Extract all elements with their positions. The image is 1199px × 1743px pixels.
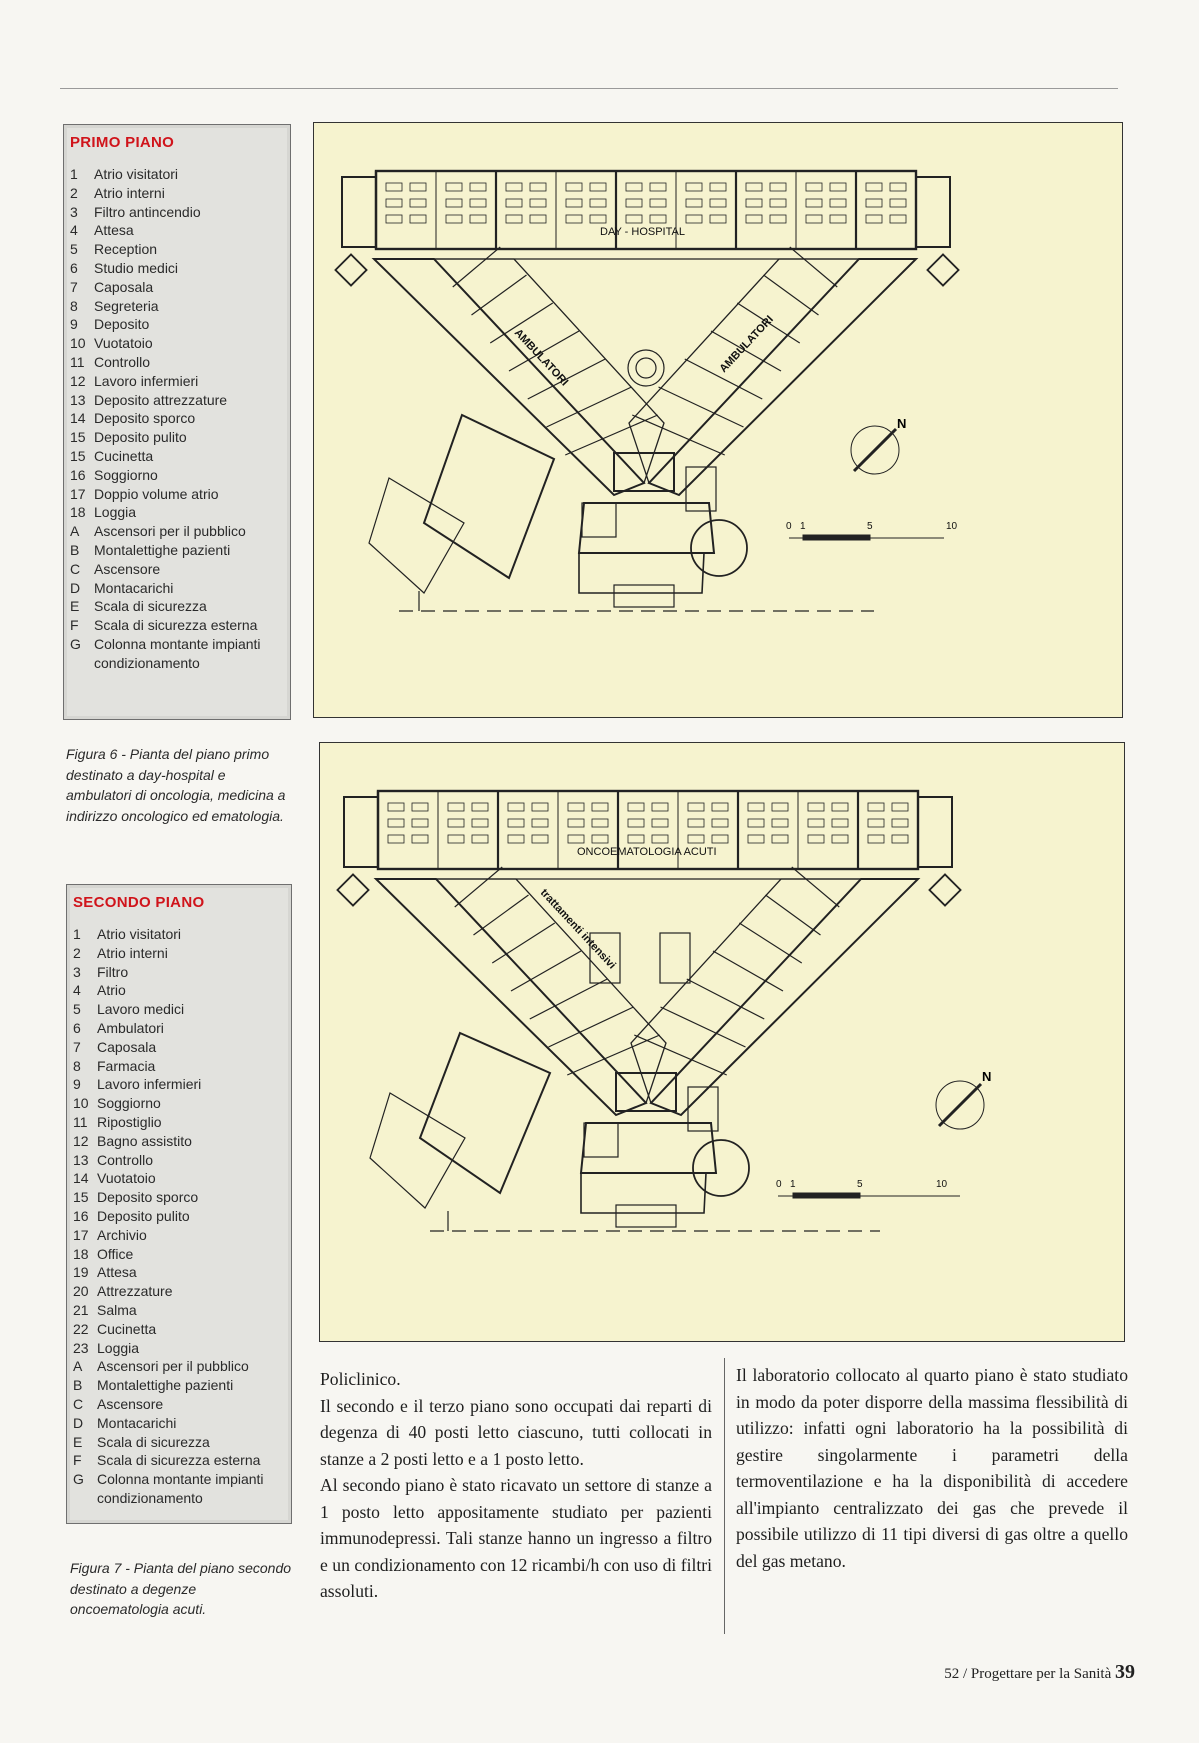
legend-item xyxy=(64,334,290,353)
legend-item xyxy=(67,1019,291,1038)
scale-label: 10 xyxy=(936,1179,948,1190)
legend-item-label: Controllo xyxy=(94,353,151,370)
legend-item-key: 21 xyxy=(73,1301,89,1318)
legend-item-label: Deposito xyxy=(94,316,150,333)
legend-item-key: 23 xyxy=(73,1339,89,1356)
legend-item xyxy=(64,165,290,184)
legend-item xyxy=(67,1000,291,1019)
legend-item-label: Scala di sicurezza esterna xyxy=(97,1452,261,1469)
legend-item xyxy=(67,1245,291,1264)
legend-item-key: B xyxy=(73,1377,83,1394)
legend-item-key: 11 xyxy=(70,353,85,370)
legend-item-label: Attesa xyxy=(94,222,134,239)
legend-item xyxy=(64,541,290,560)
scale-label: 1 xyxy=(790,1179,796,1190)
legend-item-label: Deposito pulito xyxy=(97,1207,190,1224)
legend-item xyxy=(67,963,291,982)
legend-item-key: C xyxy=(70,560,81,577)
plan2-wing-left-label: trattamenti intensivi xyxy=(537,886,618,972)
legend-item-label: Soggiorno xyxy=(97,1095,161,1112)
legend-item-label: Loggia xyxy=(94,504,137,521)
legend-item-key: 20 xyxy=(73,1283,89,1300)
scale-label: 5 xyxy=(857,1179,863,1190)
column-divider xyxy=(724,1358,725,1634)
legend-item-key: F xyxy=(70,617,79,634)
legend-item-key: 11 xyxy=(73,1113,88,1130)
legend-item xyxy=(64,353,290,372)
legend-item-key: 15 xyxy=(70,447,86,464)
legend-item-label: Controllo xyxy=(97,1151,154,1168)
legend-item xyxy=(67,1301,291,1320)
scale-label: 1 xyxy=(800,521,806,532)
folio-issue: 52 / Progettare per la Sanità xyxy=(944,1666,1112,1682)
legend-item xyxy=(64,391,290,410)
legend-item-label: Deposito sporco xyxy=(97,1189,199,1206)
scale-label: 0 xyxy=(786,521,792,532)
legend-item-key: D xyxy=(73,1414,84,1431)
legend-item xyxy=(64,485,290,504)
legend-item-key: 8 xyxy=(73,1057,81,1074)
legend-item xyxy=(64,503,290,522)
legend-item xyxy=(64,409,290,428)
legend-item xyxy=(67,1169,291,1188)
legend-item xyxy=(64,597,290,616)
plan1-wing-left-label: AMBULATORI xyxy=(511,326,571,389)
legend-item xyxy=(67,1057,291,1076)
legend-item-label: Montalettighe pazienti xyxy=(97,1377,234,1394)
legend-item-label: Filtro antincendio xyxy=(94,203,201,220)
floor-plan-primo-drawing xyxy=(314,123,1122,717)
legend-item xyxy=(64,428,290,447)
legend-item-key: 7 xyxy=(70,278,78,295)
plan1-dept-label: DAY - HOSPITAL xyxy=(600,226,685,238)
legend-secondo-piano xyxy=(66,884,292,1524)
legend-item-label: Vuotatoio xyxy=(97,1170,156,1187)
legend-item-key: 14 xyxy=(70,410,86,427)
legend-item-key: F xyxy=(73,1452,82,1469)
legend-item-key: 2 xyxy=(70,184,78,201)
legend-item-key: 13 xyxy=(70,391,86,408)
legend-item-label: Loggia xyxy=(97,1339,140,1356)
legend-item-label: Deposito attrezzature xyxy=(94,391,228,408)
legend-item xyxy=(64,221,290,240)
legend-item xyxy=(67,1263,291,1282)
legend-item xyxy=(67,1376,291,1395)
legend-item-key: 16 xyxy=(70,466,86,483)
plan2-dept-label: ONCOEMATOLOGIA ACUTI xyxy=(577,846,717,858)
legend-item-label: Scala di sicurezza xyxy=(97,1433,210,1450)
legend-item-label: Bagno assistito xyxy=(97,1132,192,1149)
legend-list xyxy=(67,925,291,1508)
legend-item-key: 6 xyxy=(73,1019,81,1036)
legend-item-key: B xyxy=(70,541,80,558)
legend-item-key: 15 xyxy=(73,1189,89,1206)
legend-item xyxy=(67,1395,291,1414)
legend-item-key: 4 xyxy=(70,222,78,239)
legend-item-key: G xyxy=(70,635,81,652)
legend-item xyxy=(67,1339,291,1358)
legend-item-label: Cucinetta xyxy=(94,447,154,464)
legend-item-label: Lavoro medici xyxy=(97,1001,185,1018)
legend-title: SECONDO PIANO xyxy=(73,894,205,911)
legend-list xyxy=(64,165,290,673)
legend-item-label: Attesa xyxy=(97,1264,137,1281)
legend-item-key: 8 xyxy=(70,297,78,314)
legend-item-key: 6 xyxy=(70,259,78,276)
legend-item-key: 13 xyxy=(73,1151,89,1168)
legend-primo-piano xyxy=(63,124,291,720)
paragraph: Policlinico. xyxy=(320,1369,401,1389)
legend-item xyxy=(64,372,290,391)
legend-item-label: Ascensori per il pubblico xyxy=(97,1358,249,1375)
legend-item xyxy=(64,635,290,673)
legend-item-label: Vuotatoio xyxy=(94,335,153,352)
scale-label: 0 xyxy=(776,1179,782,1190)
floor-plan-secondo-drawing xyxy=(320,743,1124,1341)
legend-item-label: Scala di sicurezza esterna xyxy=(94,617,258,634)
legend-item-key: 1 xyxy=(73,926,81,942)
legend-item xyxy=(64,315,290,334)
legend-item-key: 5 xyxy=(73,1001,81,1018)
plan1-wing-right-label: AMBULATORI xyxy=(717,313,776,376)
legend-item xyxy=(67,944,291,963)
top-rule xyxy=(60,88,1118,89)
legend-item xyxy=(64,522,290,541)
legend-item xyxy=(64,240,290,259)
legend-item-label: Office xyxy=(97,1245,134,1262)
legend-item-key: 7 xyxy=(73,1038,81,1055)
legend-item-key: E xyxy=(73,1433,83,1450)
legend-item-label: Salma xyxy=(97,1301,137,1318)
legend-item-key: 4 xyxy=(73,982,81,999)
legend-item xyxy=(67,1414,291,1433)
figure-6-caption: Figura 6 - Pianta del piano primo destinato a day-hospital e ambulatori di oncologia, medicina a indirizzo oncologico ed ematologia. xyxy=(66,746,286,824)
legend-item-label: Attrezzature xyxy=(97,1283,173,1300)
legend-item xyxy=(64,297,290,316)
legend-item-label: Colonna montante impianti condizionamento xyxy=(94,635,261,671)
paragraph: Il secondo e il terzo piano sono occupati dai reparti di degenza di 40 posti letto ciascuno, tutti collocati in stanze a 2 posti letto e a 1 posto letto. xyxy=(320,1395,712,1469)
legend-title: PRIMO PIANO xyxy=(70,134,175,151)
scale-label: 5 xyxy=(867,521,873,532)
legend-item xyxy=(67,1151,291,1170)
legend-item-key: 22 xyxy=(73,1320,89,1337)
legend-item-label: Atrio xyxy=(97,982,126,999)
legend-item-label: Ascensore xyxy=(94,560,161,577)
legend-item xyxy=(64,466,290,485)
legend-item-label: Deposito pulito xyxy=(94,429,187,446)
legend-item-label: Cucinetta xyxy=(97,1320,157,1337)
folio-page-number: 39 xyxy=(1115,1661,1135,1683)
legend-item-label: Scala di sicurezza xyxy=(94,598,207,615)
legend-item-label: Ripostiglio xyxy=(97,1113,162,1130)
legend-item xyxy=(67,1094,291,1113)
legend-item-key: 5 xyxy=(70,241,78,258)
legend-item-label: Reception xyxy=(94,241,158,258)
legend-item xyxy=(67,1226,291,1245)
legend-item-key: G xyxy=(73,1471,84,1488)
legend-item xyxy=(64,579,290,598)
legend-item-key: 3 xyxy=(73,963,81,980)
legend-item-key: 15 xyxy=(70,429,86,446)
legend-item-key: 18 xyxy=(70,504,86,521)
legend-item-key: 14 xyxy=(73,1170,89,1187)
legend-item-label: Ascensore xyxy=(97,1395,164,1412)
legend-item-key: 9 xyxy=(73,1076,81,1093)
legend-item xyxy=(67,1132,291,1151)
legend-item xyxy=(67,1038,291,1057)
plan2-north: N xyxy=(982,1069,992,1084)
legend-item-key: 10 xyxy=(73,1095,89,1112)
legend-item-label: Atrio interni xyxy=(97,944,168,961)
legend-item xyxy=(64,447,290,466)
paragraph: Al secondo piano è stato ricavato un settore di stanze a 1 posto letto appositamente studiato per pazienti immunodepressi. Tali stanze hanno un ingresso a filtro e un condizionamento con 12 ricambi/h con uso di filtri assoluti. xyxy=(320,1475,712,1601)
legend-item xyxy=(67,981,291,1000)
legend-item-label: Colonna montante impianti condizionamento xyxy=(97,1471,264,1506)
legend-item-label: Atrio interni xyxy=(94,184,165,201)
legend-item-key: 12 xyxy=(73,1132,89,1149)
legend-item xyxy=(64,184,290,203)
legend-item-label: Caposala xyxy=(97,1038,157,1055)
legend-item xyxy=(64,560,290,579)
legend-item-key: 19 xyxy=(73,1264,89,1281)
legend-item xyxy=(64,616,290,635)
legend-item xyxy=(64,278,290,297)
legend-item-key: C xyxy=(73,1395,84,1412)
legend-item-key: D xyxy=(70,579,81,596)
legend-item xyxy=(67,925,291,944)
legend-item xyxy=(67,1320,291,1339)
legend-item xyxy=(67,1433,291,1452)
legend-item xyxy=(67,1470,291,1508)
legend-item-label: Archivio xyxy=(97,1226,147,1243)
legend-item-key: 2 xyxy=(73,944,81,961)
scale-label: 10 xyxy=(946,521,958,532)
legend-item-label: Soggiorno xyxy=(94,466,158,483)
legend-item-key: 12 xyxy=(70,372,86,389)
legend-item-label: Atrio visitatori xyxy=(94,166,179,182)
page-folio xyxy=(944,1661,1135,1684)
legend-item xyxy=(67,1207,291,1226)
legend-item-key: 18 xyxy=(73,1245,89,1262)
paragraph: Il laboratorio collocato al quarto piano è stato studiato in modo da poter disporre della massima flessibilità di utilizzo: infatti ogni laboratorio ha la possibilità di gestire singolarmente i parametri della termoventilazione e ha la disponibilità di accedere all'impianto centralizzato dei gas che prevede il possibile utilizzo di 11 tipi diversi di gas oltre a quello del gas metano. xyxy=(736,1365,1128,1571)
legend-item xyxy=(67,1282,291,1301)
legend-item xyxy=(67,1188,291,1207)
figure-7-caption: Figura 7 - Pianta del piano secondo destinato a degenze oncoematologia acuti. xyxy=(70,1560,292,1617)
legend-item xyxy=(67,1113,291,1132)
legend-item-label: Montacarichi xyxy=(94,579,174,596)
legend-item-label: Ascensori per il pubblico xyxy=(94,523,246,540)
legend-item xyxy=(67,1075,291,1094)
legend-item-label: Atrio visitatori xyxy=(97,926,182,942)
legend-item xyxy=(67,1451,291,1470)
legend-item-key: A xyxy=(70,523,80,540)
legend-item-label: Farmacia xyxy=(97,1057,156,1074)
plan1-north: N xyxy=(897,416,907,431)
legend-item-label: Deposito sporco xyxy=(94,410,196,427)
legend-item-key: 10 xyxy=(70,335,86,352)
legend-item xyxy=(64,259,290,278)
floor-plan-primo xyxy=(313,122,1123,718)
legend-item-label: Lavoro infermieri xyxy=(97,1076,202,1093)
legend-item-key: A xyxy=(73,1358,83,1375)
legend-item-key: 1 xyxy=(70,166,78,182)
body-text-right xyxy=(736,1362,1128,1574)
legend-item-label: Doppio volume atrio xyxy=(94,485,219,502)
legend-item-label: Studio medici xyxy=(94,259,179,276)
legend-item-label: Montacarichi xyxy=(97,1414,177,1431)
legend-item-label: Filtro xyxy=(97,963,129,980)
legend-item-key: 17 xyxy=(73,1226,89,1243)
legend-item-label: Segreteria xyxy=(94,297,159,314)
legend-item-key: 16 xyxy=(73,1207,89,1224)
legend-item-label: Montalettighe pazienti xyxy=(94,541,231,558)
legend-item-label: Lavoro infermieri xyxy=(94,372,199,389)
legend-item-key: 3 xyxy=(70,203,78,220)
legend-item-key: 17 xyxy=(70,485,86,502)
floor-plan-secondo xyxy=(319,742,1125,1342)
legend-item-label: Ambulatori xyxy=(97,1019,164,1036)
legend-item xyxy=(67,1357,291,1376)
legend-item-key: 9 xyxy=(70,316,78,333)
legend-item-key: E xyxy=(70,598,80,615)
legend-item xyxy=(64,203,290,222)
body-text-left xyxy=(320,1366,712,1605)
legend-item-label: Caposala xyxy=(94,278,154,295)
